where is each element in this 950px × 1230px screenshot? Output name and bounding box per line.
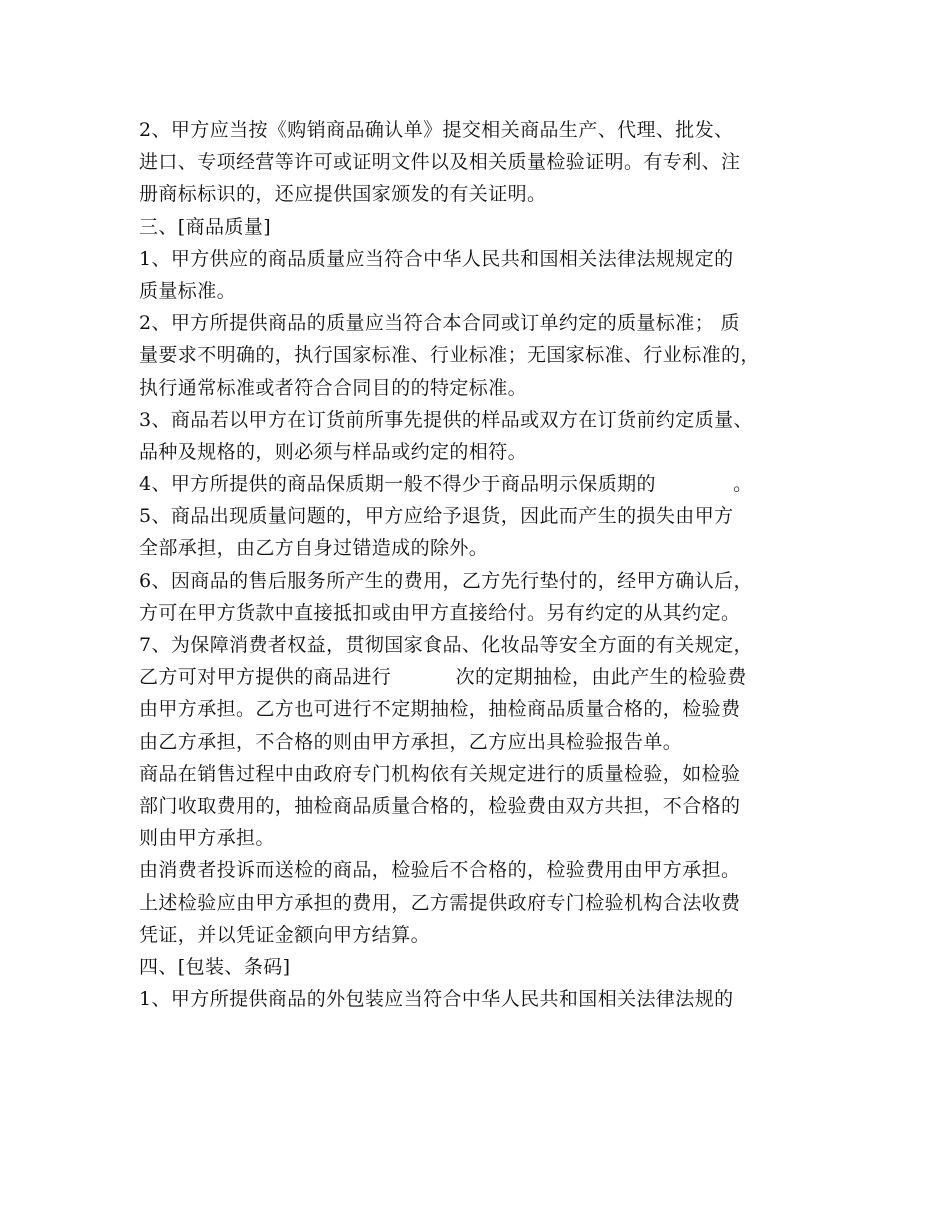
text-line: 乙方可对甲方提供的商品进行 次的定期抽检，由此产生的检验费 — [139, 666, 747, 689]
section-heading-quality: 三、[商品质量] — [139, 215, 272, 238]
text-line: 由乙方承担，不合格的则由甲方承担，乙方应出具检验报告单。 — [139, 730, 683, 753]
text-line: 1、甲方所提供商品的外包装应当符合中华人民共和国相关法律法规的 — [139, 988, 734, 1011]
text-line: 方可在甲方货款中直接抵扣或由甲方直接给付。另有约定的从其约定。 — [139, 601, 741, 624]
text-line: 7、为保障消费者权益，贯彻国家食品、化妆品等安全方面的有关规定， — [139, 634, 753, 656]
text-line: 6、因商品的售后服务所产生的费用，乙方先行垫付的，经甲方确认后， — [139, 569, 753, 592]
text-line: 册商标标识的，还应提供国家颁发的有关证明。 — [139, 183, 547, 206]
section-heading-packaging: 四、[包装、条码] — [139, 955, 291, 978]
text-line: 由消费者投诉而送检的商品，检验后不合格的，检验费用由甲方承担。 — [139, 859, 741, 882]
document-page — [139, 114, 829, 1015]
text-line: 商品在销售过程中由政府专门机构依有关规定进行的质量检验，如检验 — [139, 762, 741, 785]
text-line: 全部承担，由乙方自身过错造成的除外。 — [139, 537, 489, 560]
text-line: 品种及规格的，则必须与样品或约定的相符。 — [139, 440, 528, 463]
text-line: 执行通常标准或者符合合同目的的特定标准。 — [139, 376, 528, 399]
text-line: 则由甲方承担。 — [139, 827, 275, 850]
text-line: 2、甲方应当按《购销商品确认单》提交相关商品生产、代理、批发、 — [139, 119, 734, 141]
text-line: 进口、专项经营等许可或证明文件以及相关质量检验证明。有专利、注 — [139, 151, 741, 174]
text-line: 2、甲方所提供商品的质量应当符合本合同或订单约定的质量标准； 质 — [139, 312, 740, 335]
text-line: 上述检验应由甲方承担的费用，乙方需提供政府专门检验机构合法收费 — [139, 891, 741, 914]
text-line: 量要求不明确的，执行国家标准、行业标准；无国家标准、行业标准的， — [139, 344, 760, 367]
text-line: 4、甲方所提供的商品保质期一般不得少于商品明示保质期的 。 — [139, 473, 753, 496]
text-line: 质量标准。 — [139, 279, 237, 302]
text-line: 5、商品出现质量问题的，甲方应给予退货，因此而产生的损失由甲方 — [139, 505, 734, 528]
text-line: 凭证，并以凭证金额向甲方结算。 — [139, 923, 431, 946]
text-line: 3、商品若以甲方在订货前所事先提供的样品或双方在订货前约定质量、 — [139, 408, 753, 431]
text-line: 部门收取费用的，抽检商品质量合格的，检验费由双方共担，不合格的 — [139, 794, 741, 817]
text-line: 1、甲方供应的商品质量应当符合中华人民共和国相关法律法规规定的 — [139, 247, 734, 270]
text-line: 由甲方承担。乙方也可进行不定期抽检，抽检商品质量合格的，检验费 — [139, 698, 741, 721]
